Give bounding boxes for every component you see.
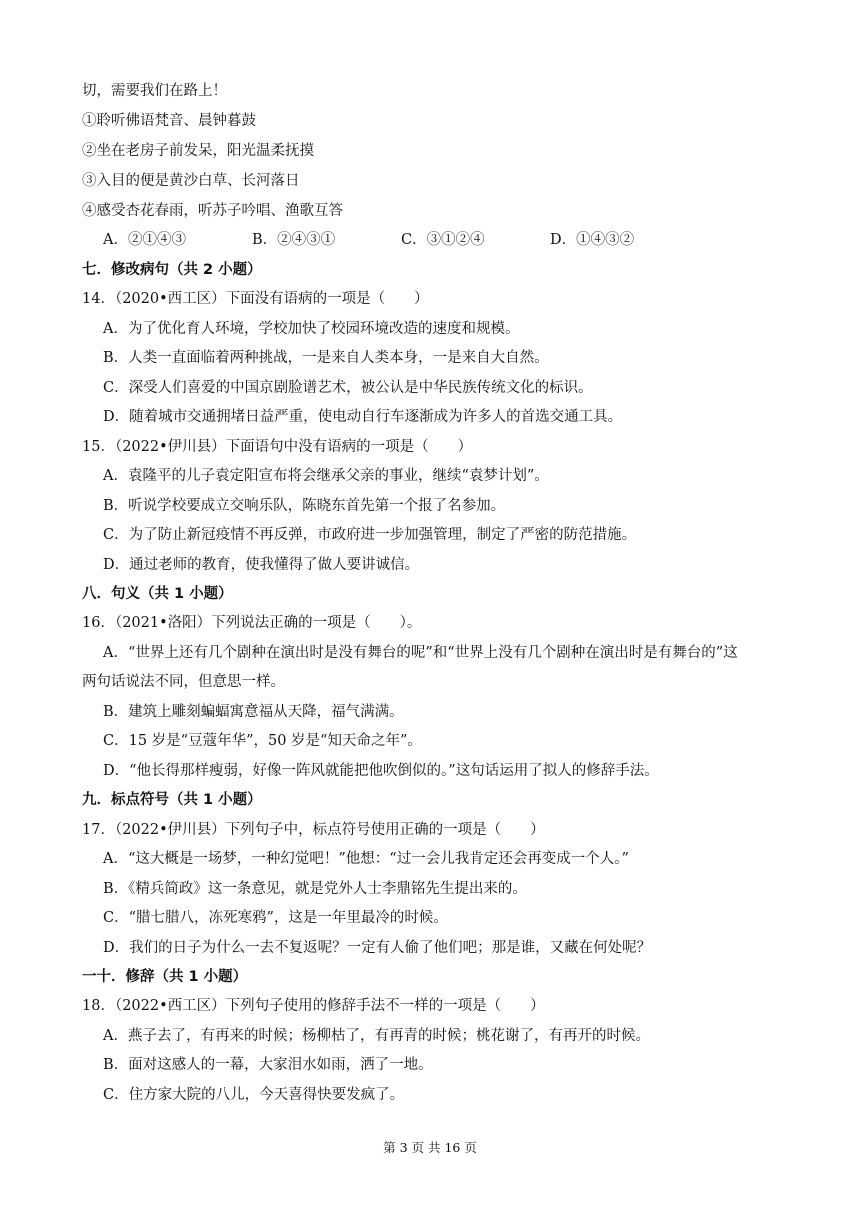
q14-option-b: B．人类一直面临着两种挑战，一是来自人类本身，一是来自大自然。 [103, 350, 549, 366]
q15-stem: 15．（2022•伊川县）下面语句中没有语病的一项是（ ） [82, 439, 473, 455]
q13-option-a: A．②①④③ [103, 232, 186, 248]
q18-option-a: A．燕子去了，有再来的时候；杨柳枯了，有再青的时候；桃花谢了，有再开的时候。 [103, 1028, 650, 1044]
q13-option-c: C．③①②④ [401, 232, 485, 248]
q16-option-c: C．15 岁是“豆蔻年华”，50 岁是“知天命之年”。 [103, 733, 422, 749]
q16-option-b: B．建筑上雕刻蝙蝠寓意福从天降，福气满满。 [103, 704, 404, 720]
q15-option-a: A．袁隆平的儿子袁定阳宣布将会继承父亲的事业，继续“袁梦计划”。 [103, 468, 549, 484]
q13-text-tail: 切，需要我们在路上！ [82, 83, 227, 99]
q13-item-4: ④感受杏花春雨，听苏子吟唱、渔歌互答 [82, 203, 343, 219]
q14-option-d: D．随着城市交通拥堵日益严重，使电动自行车逐渐成为许多人的首选交通工具。 [103, 409, 623, 425]
q14-option-c: C．深受人们喜爱的中国京剧脸谱艺术，被公认是中华民族传统文化的标识。 [103, 380, 593, 396]
q17-option-d: D．我们的日子为什么一去不复返呢？一定有人偷了他们吧；那是谁，又藏在何处呢？ [103, 940, 652, 956]
q14-option-a: A．为了优化育人环境，学校加快了校园环境改造的速度和规模。 [103, 321, 520, 337]
q16-option-d: D．“他长得那样瘦弱，好像一阵风就能把他吹倒似的。”这句话运用了拟人的修辞手法。 [103, 763, 659, 779]
q17-option-b: B．《精兵简政》这一条意见，就是党外人士李鼎铭先生提出来的。 [103, 881, 527, 897]
section-9-heading: 九．标点符号（共 1 小题） [82, 792, 262, 808]
q18-option-c: C．住方家大院的八儿，今天喜得快要发疯了。 [103, 1087, 405, 1103]
q16-option-a: A．“世界上还有几个剧种在演出时是没有舞台的呢”和“世界上没有几个剧种在演出时是有舞台的”这 [103, 645, 738, 661]
q18-stem: 18．（2022•西工区）下列句子使用的修辞手法不一样的一项是（ ） [82, 998, 545, 1014]
q13-item-1: ①聆听佛语梵音、晨钟暮鼓 [82, 113, 256, 129]
q16-option-a-cont: 两句话说法不同，但意思一样。 [82, 674, 285, 690]
q15-option-d: D．通过老师的教育，使我懂得了做人要讲诚信。 [103, 557, 420, 573]
q15-option-c: C．为了防止新冠疫情不再反弹，市政府进一步加强管理，制定了严密的防范措施。 [103, 527, 637, 543]
q13-option-d: D．①④③② [550, 232, 635, 248]
q18-option-b: B．面对这感人的一幕，大家泪水如雨，洒了一地。 [103, 1057, 433, 1073]
q13-option-b: B．②④③① [252, 232, 336, 248]
q17-stem: 17．（2022•伊川县）下列句子中，标点符号使用正确的一项是（ ） [82, 822, 545, 838]
q13-item-3: ③入目的便是黄沙白草、长河落日 [82, 173, 300, 189]
page-number-footer: 第 3 页 共 16 页 [383, 1140, 477, 1155]
section-8-heading: 八．句义（共 1 小题） [82, 586, 233, 602]
q16-stem: 16．（2021•洛阳）下列说法正确的一项是（ ）。 [82, 615, 422, 631]
q13-item-2: ②坐在老房子前发呆，阳光温柔抚摸 [82, 143, 314, 159]
q14-stem: 14．（2020•西工区）下面没有语病的一项是（ ） [82, 291, 429, 307]
q15-option-b: B．听说学校要成立交响乐队，陈晓东首先第一个报了名参加。 [103, 498, 506, 514]
q17-option-c: C．“腊七腊八，冻死寒鸦”，这是一年里最冷的时候。 [103, 910, 448, 926]
section-10-heading: 一十．修辞（共 1 小题） [82, 969, 248, 985]
q17-option-a: A．“这大概是一场梦，一种幻觉吧！”他想：“过一会儿我肯定还会再变成一个人。” [103, 851, 629, 867]
q13-options [103, 230, 803, 250]
section-7-heading: 七．修改病句（共 2 小题） [82, 262, 262, 278]
